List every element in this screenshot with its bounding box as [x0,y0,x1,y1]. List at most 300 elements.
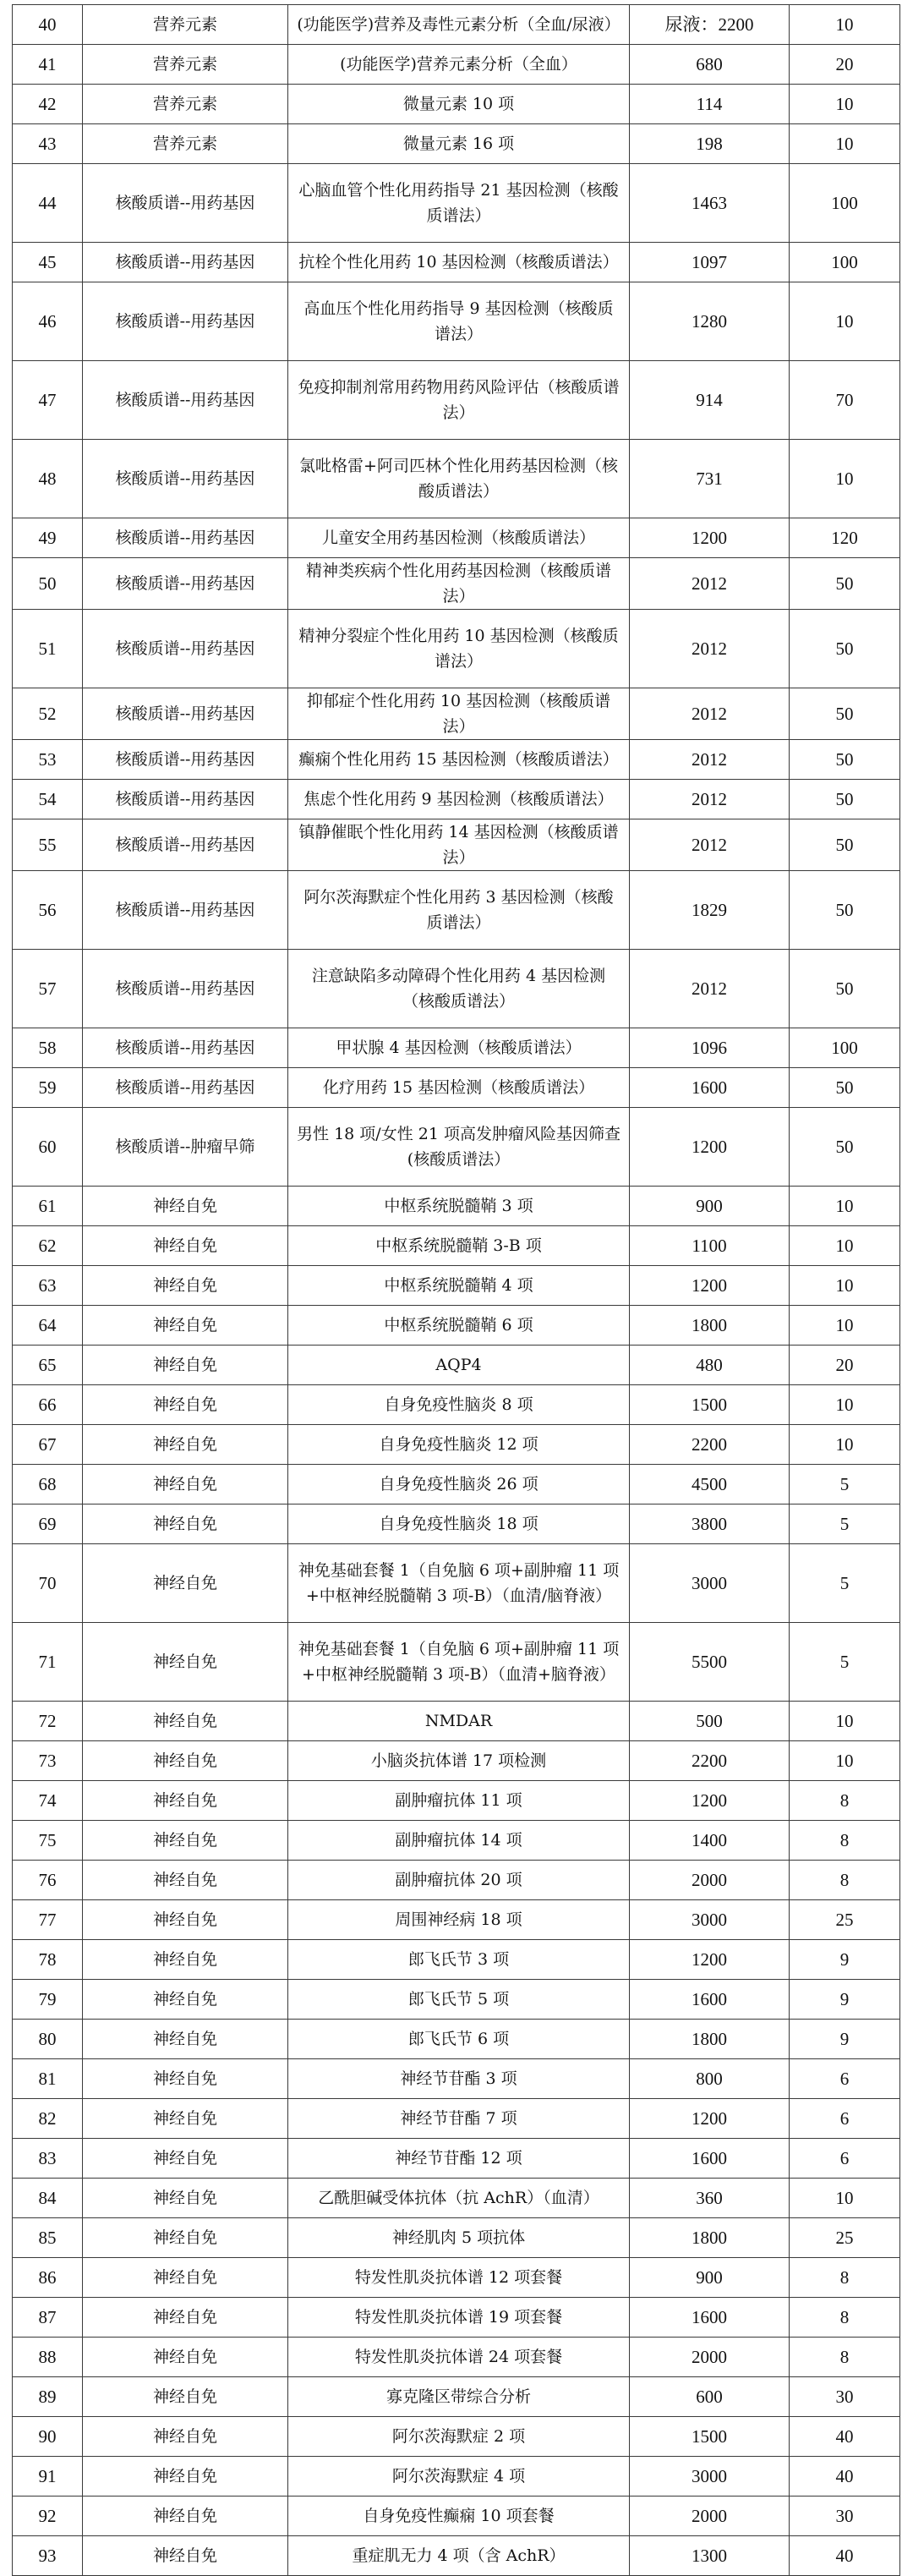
cell-number: 86 [13,2258,83,2298]
cell-quantity: 50 [790,740,900,780]
cell-item: 化疗用药 15 基因检测（核酸质谱法） [288,1068,630,1108]
table-row [13,1385,900,1425]
cell-quantity: 10 [790,1306,900,1346]
cell-item: 特发性肌炎抗体谱 24 项套餐 [288,2338,630,2377]
cell-category: 核酸质谱--用药基因 [83,871,288,950]
cell-category: 核酸质谱--用药基因 [83,558,288,610]
cell-number: 67 [13,1425,83,1465]
cell-number: 63 [13,1266,83,1306]
cell-item: 自身免疫性脑炎 26 项 [288,1465,630,1504]
cell-number: 91 [13,2457,83,2497]
cell-price: 3800 [630,1504,790,1544]
cell-item: 乙酰胆碱受体抗体（抗 AchR）（血清） [288,2179,630,2218]
cell-item: NMDAR [288,1702,630,1741]
cell-category: 神经自免 [83,1980,288,2020]
cell-quantity: 10 [790,1226,900,1266]
table-row [13,1266,900,1306]
table-row [13,518,900,558]
cell-price: 2000 [630,1861,790,1900]
cell-quantity: 10 [790,1187,900,1226]
cell-number: 65 [13,1346,83,1385]
cell-quantity: 6 [790,2099,900,2139]
table-row [13,1504,900,1544]
cell-quantity: 25 [790,2218,900,2258]
cell-item: 中枢系统脱髓鞘 3-B 项 [288,1226,630,1266]
cell-item: 免疫抑制剂常用药物用药风险评估（核酸质谱法） [288,361,630,440]
cell-category: 神经自免 [83,1702,288,1741]
cell-item: 神免基础套餐 1（自免脑 6 项+副肿瘤 11 项+中枢神经脱髓鞘 3 项-B）（血清/脑脊液） [288,1544,630,1623]
cell-quantity: 10 [790,124,900,164]
cell-price: 1200 [630,1266,790,1306]
cell-item: 焦虑个性化用药 9 基因检测（核酸质谱法） [288,780,630,819]
table-row [13,1425,900,1465]
cell-quantity: 100 [790,1028,900,1068]
cell-item: 微量元素 16 项 [288,124,630,164]
cell-number: 85 [13,2218,83,2258]
cell-item: 特发性肌炎抗体谱 12 项套餐 [288,2258,630,2298]
cell-item: 抗栓个性化用药 10 基因检测（核酸质谱法） [288,243,630,282]
table-row [13,1028,900,1068]
cell-item: 阿尔茨海默症 2 项 [288,2417,630,2457]
cell-price: 1096 [630,1028,790,1068]
cell-quantity: 40 [790,2417,900,2457]
cell-quantity: 8 [790,2338,900,2377]
cell-number: 43 [13,124,83,164]
cell-category: 神经自免 [83,2218,288,2258]
cell-number: 52 [13,688,83,740]
cell-category: 神经自免 [83,2298,288,2338]
cell-item: 抑郁症个性化用药 10 基因检测（核酸质谱法） [288,688,630,740]
cell-price: 1200 [630,518,790,558]
cell-number: 58 [13,1028,83,1068]
cell-item: 精神分裂症个性化用药 10 基因检测（核酸质谱法） [288,610,630,688]
cell-category: 神经自免 [83,1187,288,1226]
cell-category: 神经自免 [83,2099,288,2139]
cell-price: 914 [630,361,790,440]
cell-quantity: 100 [790,164,900,243]
cell-category: 核酸质谱--用药基因 [83,243,288,282]
cell-number: 71 [13,1623,83,1702]
table-row [13,243,900,282]
cell-price: 2000 [630,2497,790,2536]
table-row [13,282,900,361]
table-row [13,1900,900,1940]
cell-price: 2012 [630,558,790,610]
cell-number: 55 [13,819,83,871]
cell-price: 1600 [630,2298,790,2338]
cell-item: 注意缺陷多动障碍个性化用药 4 基因检测（核酸质谱法） [288,950,630,1028]
table-row [13,1702,900,1741]
cell-item: 周围神经病 18 项 [288,1900,630,1940]
cell-category: 神经自免 [83,1544,288,1623]
cell-number: 78 [13,1940,83,1980]
table-row [13,740,900,780]
table-row [13,2059,900,2099]
cell-price: 1500 [630,2417,790,2457]
cell-price: 1200 [630,2099,790,2139]
cell-category: 神经自免 [83,2139,288,2179]
cell-item: 郎飞氏节 5 项 [288,1980,630,2020]
cell-price: 尿液：2200 [630,5,790,45]
cell-category: 营养元素 [83,45,288,85]
cell-number: 54 [13,780,83,819]
cell-category: 神经自免 [83,1385,288,1425]
cell-category: 营养元素 [83,5,288,45]
cell-number: 47 [13,361,83,440]
cell-category: 营养元素 [83,85,288,124]
cell-quantity: 6 [790,2059,900,2099]
cell-item: 男性 18 项/女性 21 项高发肿瘤风险基因筛查(核酸质谱法） [288,1108,630,1187]
cell-price: 1829 [630,871,790,950]
cell-number: 70 [13,1544,83,1623]
cell-category: 神经自免 [83,2417,288,2457]
cell-item: 精神类疾病个性化用药基因检测（核酸质谱法） [288,558,630,610]
cell-number: 84 [13,2179,83,2218]
cell-quantity: 8 [790,1781,900,1821]
table-body [13,5,900,2576]
table-row [13,1861,900,1900]
cell-category: 神经自免 [83,2338,288,2377]
cell-category: 核酸质谱--用药基因 [83,361,288,440]
table-row [13,45,900,85]
cell-item: 神经节苷酯 3 项 [288,2059,630,2099]
table-row [13,1226,900,1266]
cell-item: 特发性肌炎抗体谱 19 项套餐 [288,2298,630,2338]
cell-number: 69 [13,1504,83,1544]
cell-number: 92 [13,2497,83,2536]
table-row [13,1108,900,1187]
table-row [13,1346,900,1385]
cell-number: 42 [13,85,83,124]
cell-category: 核酸质谱--用药基因 [83,518,288,558]
cell-number: 41 [13,45,83,85]
table-row [13,2417,900,2457]
cell-number: 77 [13,1900,83,1940]
cell-price: 5500 [630,1623,790,1702]
cell-category: 神经自免 [83,1266,288,1306]
table-row [13,85,900,124]
cell-category: 神经自免 [83,1504,288,1544]
cell-quantity: 8 [790,1861,900,1900]
cell-price: 1200 [630,1940,790,1980]
cell-category: 神经自免 [83,2377,288,2417]
cell-category: 营养元素 [83,124,288,164]
cell-item: 高血压个性化用药指导 9 基因检测（核酸质谱法） [288,282,630,361]
cell-category: 核酸质谱--用药基因 [83,688,288,740]
cell-item: 神经节苷酯 12 项 [288,2139,630,2179]
cell-price: 114 [630,85,790,124]
cell-category: 核酸质谱--用药基因 [83,780,288,819]
cell-number: 93 [13,2536,83,2576]
cell-price: 2012 [630,688,790,740]
cell-item: 副肿瘤抗体 20 项 [288,1861,630,1900]
cell-category: 神经自免 [83,1861,288,1900]
cell-category: 核酸质谱--用药基因 [83,740,288,780]
cell-quantity: 10 [790,1425,900,1465]
cell-quantity: 30 [790,2497,900,2536]
cell-item: (功能医学)营养及毒性元素分析（全血/尿液） [288,5,630,45]
cell-item: 阿尔茨海默症个性化用药 3 基因检测（核酸质谱法） [288,871,630,950]
cell-price: 600 [630,2377,790,2417]
cell-category: 神经自免 [83,2258,288,2298]
cell-number: 40 [13,5,83,45]
cell-price: 2000 [630,2338,790,2377]
cell-quantity: 50 [790,558,900,610]
cell-item: 神经肌肉 5 项抗体 [288,2218,630,2258]
cell-category: 神经自免 [83,1346,288,1385]
cell-quantity: 70 [790,361,900,440]
cell-price: 1600 [630,2139,790,2179]
cell-price: 1097 [630,243,790,282]
cell-category: 神经自免 [83,2179,288,2218]
cell-price: 500 [630,1702,790,1741]
table-row [13,361,900,440]
cell-quantity: 120 [790,518,900,558]
cell-number: 62 [13,1226,83,1266]
cell-category: 神经自免 [83,1781,288,1821]
cell-item: 郎飞氏节 3 项 [288,1940,630,1980]
cell-number: 56 [13,871,83,950]
cell-number: 79 [13,1980,83,2020]
table-row [13,2338,900,2377]
table-row [13,1980,900,2020]
cell-number: 57 [13,950,83,1028]
cell-category: 神经自免 [83,2457,288,2497]
cell-quantity: 50 [790,871,900,950]
cell-quantity: 25 [790,1900,900,1940]
cell-item: 自身免疫性癫痫 10 项套餐 [288,2497,630,2536]
table-row [13,2536,900,2576]
cell-category: 神经自免 [83,1623,288,1702]
table-row [13,688,900,740]
cell-price: 2012 [630,819,790,871]
table-row [13,1068,900,1108]
cell-quantity: 40 [790,2536,900,2576]
cell-item: 神经节苷酯 7 项 [288,2099,630,2139]
cell-price: 1500 [630,1385,790,1425]
cell-quantity: 10 [790,5,900,45]
table-row [13,558,900,610]
cell-number: 88 [13,2338,83,2377]
cell-quantity: 6 [790,2139,900,2179]
cell-category: 神经自免 [83,2020,288,2059]
cell-item: 副肿瘤抗体 11 项 [288,1781,630,1821]
cell-item: 中枢系统脱髓鞘 3 项 [288,1187,630,1226]
cell-price: 198 [630,124,790,164]
cell-item: 寡克隆区带综合分析 [288,2377,630,2417]
cell-category: 神经自免 [83,1425,288,1465]
table-row [13,1187,900,1226]
cell-price: 800 [630,2059,790,2099]
cell-quantity: 5 [790,1623,900,1702]
table-row [13,1781,900,1821]
cell-category: 核酸质谱--用药基因 [83,164,288,243]
cell-quantity: 50 [790,780,900,819]
cell-quantity: 5 [790,1544,900,1623]
cell-quantity: 8 [790,2258,900,2298]
cell-price: 1200 [630,1108,790,1187]
cell-quantity: 20 [790,1346,900,1385]
cell-quantity: 50 [790,1108,900,1187]
cell-item: 小脑炎抗体谱 17 项检测 [288,1741,630,1781]
cell-number: 74 [13,1781,83,1821]
cell-category: 神经自免 [83,2059,288,2099]
cell-price: 2200 [630,1741,790,1781]
cell-category: 神经自免 [83,1821,288,1861]
cell-category: 神经自免 [83,2497,288,2536]
cell-category: 神经自免 [83,2536,288,2576]
cell-quantity: 40 [790,2457,900,2497]
table-row [13,819,900,871]
cell-number: 82 [13,2099,83,2139]
cell-price: 2012 [630,740,790,780]
table-row [13,2457,900,2497]
cell-number: 53 [13,740,83,780]
cell-quantity: 10 [790,1702,900,1741]
cell-quantity: 10 [790,282,900,361]
cell-item: 副肿瘤抗体 14 项 [288,1821,630,1861]
cell-number: 90 [13,2417,83,2457]
cell-item: 重症肌无力 4 项（含 AchR） [288,2536,630,2576]
table-row [13,2099,900,2139]
table-row [13,164,900,243]
cell-number: 51 [13,610,83,688]
cell-number: 73 [13,1741,83,1781]
table-row [13,780,900,819]
table-row [13,2497,900,2536]
cell-number: 83 [13,2139,83,2179]
cell-category: 核酸质谱--用药基因 [83,440,288,518]
table-row [13,124,900,164]
cell-item: 阿尔茨海默症 4 项 [288,2457,630,2497]
cell-category: 神经自免 [83,1940,288,1980]
cell-number: 81 [13,2059,83,2099]
cell-category: 神经自免 [83,1741,288,1781]
cell-item: 氯吡格雷+阿司匹林个性化用药基因检测（核酸质谱法） [288,440,630,518]
cell-quantity: 10 [790,85,900,124]
cell-number: 72 [13,1702,83,1741]
cell-number: 87 [13,2298,83,2338]
cell-category: 核酸质谱--用药基因 [83,950,288,1028]
cell-item: 儿童安全用药基因检测（核酸质谱法） [288,518,630,558]
table-row [13,440,900,518]
cell-price: 2012 [630,780,790,819]
cell-number: 68 [13,1465,83,1504]
cell-number: 76 [13,1861,83,1900]
table-row [13,1741,900,1781]
table-row [13,1544,900,1623]
cell-item: 癫痫个性化用药 15 基因检测（核酸质谱法） [288,740,630,780]
cell-quantity: 20 [790,45,900,85]
table-row [13,950,900,1028]
cell-price: 1400 [630,1821,790,1861]
cell-price: 1300 [630,2536,790,2576]
table-row [13,2020,900,2059]
table-row [13,1465,900,1504]
cell-number: 66 [13,1385,83,1425]
cell-item: 甲状腺 4 基因检测（核酸质谱法） [288,1028,630,1068]
cell-price: 900 [630,2258,790,2298]
cell-price: 900 [630,1187,790,1226]
cell-price: 2200 [630,1425,790,1465]
cell-category: 核酸质谱--用药基因 [83,819,288,871]
cell-item: 微量元素 10 项 [288,85,630,124]
cell-number: 61 [13,1187,83,1226]
cell-category: 神经自免 [83,1226,288,1266]
cell-number: 49 [13,518,83,558]
cell-quantity: 50 [790,688,900,740]
cell-quantity: 10 [790,1266,900,1306]
cell-category: 神经自免 [83,1306,288,1346]
cell-number: 46 [13,282,83,361]
cell-item: 自身免疫性脑炎 12 项 [288,1425,630,1465]
table-row [13,2377,900,2417]
table-row [13,1306,900,1346]
cell-price: 1600 [630,1980,790,2020]
cell-category: 核酸质谱--用药基因 [83,1068,288,1108]
cell-quantity: 100 [790,243,900,282]
cell-price: 1280 [630,282,790,361]
table-row [13,1623,900,1702]
cell-quantity: 50 [790,950,900,1028]
cell-quantity: 10 [790,1741,900,1781]
cell-quantity: 30 [790,2377,900,2417]
cell-price: 1100 [630,1226,790,1266]
cell-quantity: 9 [790,1940,900,1980]
cell-number: 89 [13,2377,83,2417]
cell-number: 45 [13,243,83,282]
cell-number: 80 [13,2020,83,2059]
cell-quantity: 8 [790,2298,900,2338]
table-row [13,2139,900,2179]
table-row [13,871,900,950]
cell-number: 75 [13,1821,83,1861]
table-row [13,2258,900,2298]
cell-price: 1200 [630,1781,790,1821]
price-table [12,4,900,2576]
cell-number: 64 [13,1306,83,1346]
cell-item: 心脑血管个性化用药指导 21 基因检测（核酸质谱法） [288,164,630,243]
cell-item: (功能医学)营养元素分析（全血） [288,45,630,85]
cell-price: 1463 [630,164,790,243]
cell-price: 4500 [630,1465,790,1504]
cell-category: 神经自免 [83,1465,288,1504]
cell-price: 2012 [630,950,790,1028]
cell-number: 48 [13,440,83,518]
cell-quantity: 9 [790,1980,900,2020]
cell-price: 680 [630,45,790,85]
cell-quantity: 9 [790,2020,900,2059]
cell-item: AQP4 [288,1346,630,1385]
cell-price: 480 [630,1346,790,1385]
cell-item: 中枢系统脱髓鞘 4 项 [288,1266,630,1306]
cell-price: 731 [630,440,790,518]
cell-price: 3000 [630,1900,790,1940]
cell-number: 44 [13,164,83,243]
cell-quantity: 5 [790,1465,900,1504]
cell-price: 360 [630,2179,790,2218]
cell-category: 核酸质谱--用药基因 [83,1028,288,1068]
cell-category: 神经自免 [83,1900,288,1940]
cell-item: 自身免疫性脑炎 8 项 [288,1385,630,1425]
cell-quantity: 10 [790,2179,900,2218]
cell-price: 1800 [630,2218,790,2258]
cell-item: 中枢系统脱髓鞘 6 项 [288,1306,630,1346]
table-row [13,2298,900,2338]
cell-price: 1800 [630,1306,790,1346]
cell-price: 3000 [630,1544,790,1623]
cell-category: 核酸质谱--用药基因 [83,282,288,361]
